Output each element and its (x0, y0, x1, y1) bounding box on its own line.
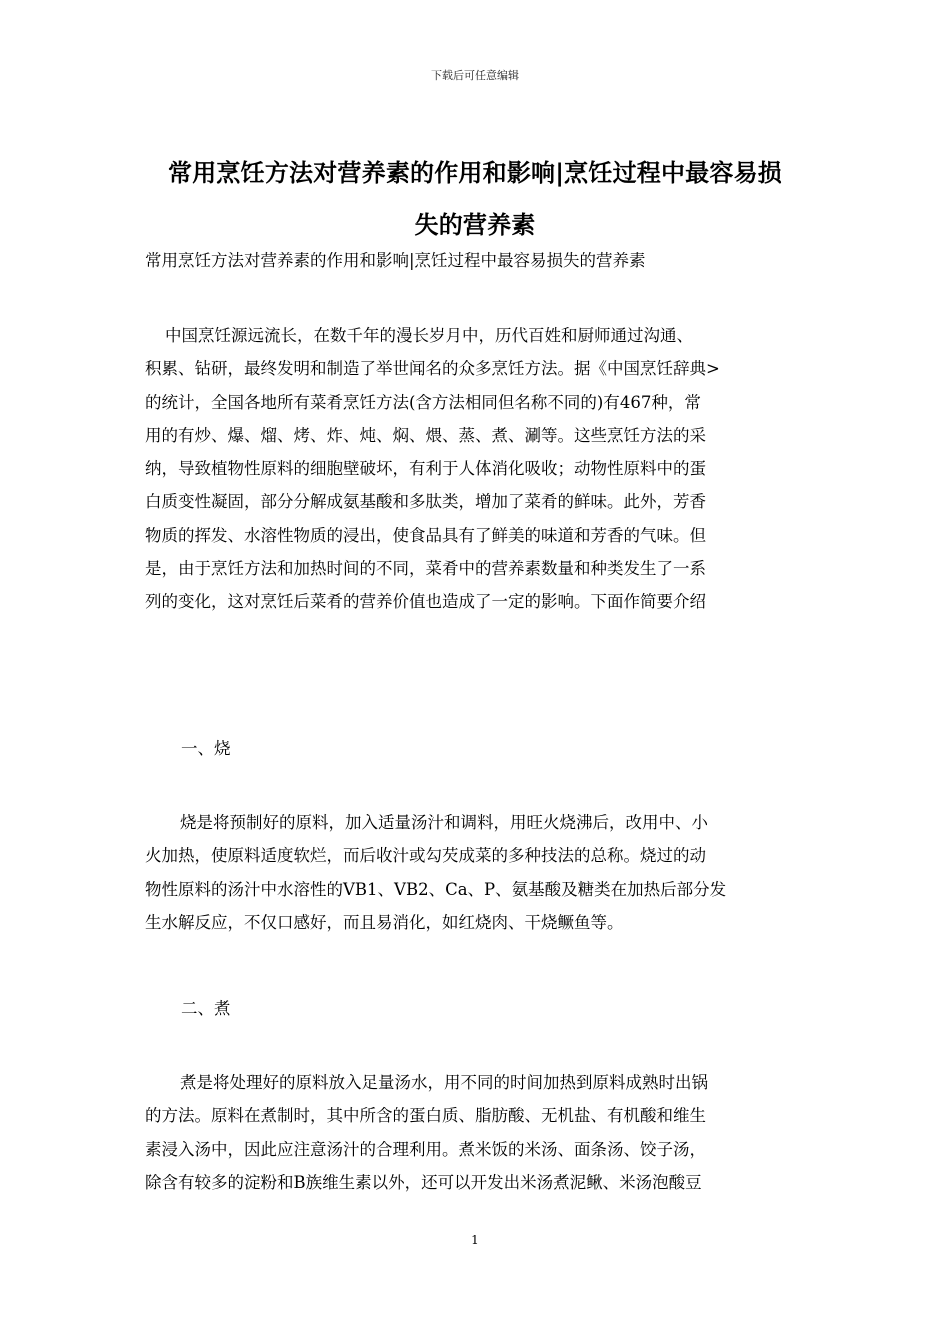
text-line: 用的有炒、爆、熘、烤、炸、炖、焖、煨、蒸、煮、涮等。这些烹饪方法的采 (145, 425, 706, 445)
text-line: 的统计，全国各地所有菜肴烹饪方法(含方法相同但名称不同的)有467种，常 (145, 392, 701, 412)
text-line: 生水解反应，不仅口感好，而且易消化，如红烧肉、干烧鳜鱼等。 (145, 912, 624, 932)
document-title (140, 147, 810, 251)
text-line: 除含有较多的淀粉和B族维生素以外，还可以开发出米汤煮泥鳅、米汤泡酸豆 (145, 1172, 702, 1192)
text-line: 的方法。原料在煮制时，其中所含的蛋白质、脂肪酸、无机盐、有机酸和维生 (145, 1106, 706, 1126)
section-paragraph-shao (145, 806, 815, 939)
text-line: 素浸入汤中，因此应注意汤汁的合理利用。煮米饭的米汤、面条汤、饺子汤， (145, 1139, 706, 1159)
text-line: 积累、钻研，最终发明和制造了举世闻名的众多烹饪方法。据《中国烹饪辞典> (145, 359, 720, 379)
text-line: 煮是将处理好的原料放入足量汤水，用不同的时间加热到原料成熟时出锅 (180, 1073, 708, 1092)
page-number: 1 (471, 1233, 479, 1247)
text-line: 中国烹饪源远流长，在数千年的漫长岁月中，历代百姓和厨师通过沟通、 (165, 326, 693, 345)
title-line: 失的营养素 (414, 211, 536, 239)
text-line: 是，由于烹饪方法和加热时间的不同，菜肴中的营养素数量和种类发生了一系 (145, 559, 706, 579)
document-subtitle: 常用烹饪方法对营养素的作用和影响|烹饪过程中最容易损失的营养素 (145, 251, 646, 270)
text-line: 火加热，使原料适度软烂，而后收汁或勾芡成菜的多种技法的总称。烧过的动 (145, 846, 706, 866)
header-note: 下载后可任意编辑 (431, 69, 519, 82)
text-line: 物性原料的汤汁中水溶性的VB1、VB2、Ca、P、氨基酸及糖类在加热后部分发 (145, 879, 727, 899)
section-heading-zhu: 二、煮 (181, 999, 231, 1018)
section-paragraph-zhu (145, 1066, 815, 1199)
text-line: 物质的挥发、水溶性物质的浸出，使食品具有了鲜美的味道和芳香的气味。但 (145, 525, 706, 545)
text-line: 白质变性凝固，部分分解成氨基酸和多肽类，增加了菜肴的鲜味。此外，芳香 (145, 492, 706, 512)
title-line: 常用烹饪方法对营养素的作用和影响|烹饪过程中最容易损 (168, 159, 782, 187)
section-heading-shao: 一、烧 (181, 739, 231, 758)
intro-paragraph (145, 319, 815, 619)
text-line: 烧是将预制好的原料，加入适量汤汁和调料，用旺火烧沸后，改用中、小 (180, 813, 708, 832)
text-line: 纳，导致植物性原料的细胞壁破坏，有利于人体消化吸收；动物性原料中的蛋 (145, 459, 706, 479)
text-line: 列的变化，这对烹饪后菜肴的营养价值也造成了一定的影响。下面作简要介绍 (145, 592, 706, 612)
